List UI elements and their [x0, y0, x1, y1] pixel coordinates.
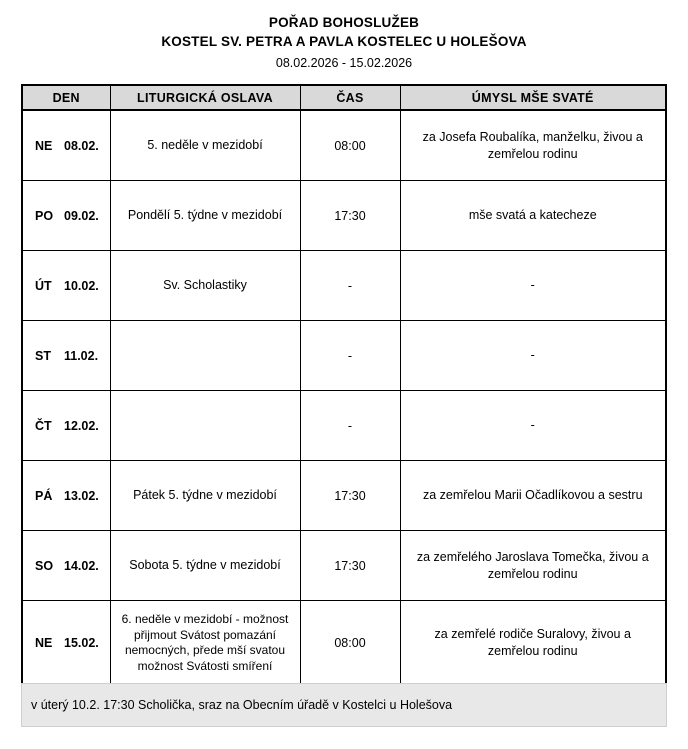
table-row	[22, 601, 666, 687]
row-liturgy: Pondělí 5. týdne v mezidobí	[110, 181, 300, 251]
row-liturgy	[110, 321, 300, 391]
row-intention: -	[400, 251, 666, 321]
page-title: POŘAD BOHOSLUŽEB	[268, 15, 420, 30]
row-intention: za zemřelého Jaroslava Tomečka, živou a zemřelou rodinu	[400, 531, 666, 601]
column-header-time: ČAS	[300, 85, 400, 110]
row-day	[22, 461, 110, 531]
row-day-date: 10.02.	[64, 278, 99, 293]
row-time: 17:30	[300, 181, 400, 251]
row-day-name: NE	[35, 138, 53, 153]
row-intention: za zemřelé rodiče Suralovy, živou a zemřelou rodinu	[400, 601, 666, 687]
row-day-name: SO	[35, 558, 54, 573]
row-day	[22, 601, 110, 687]
row-time: -	[300, 391, 400, 461]
table-row	[22, 531, 666, 601]
row-liturgy: 5. neděle v mezidobí	[110, 110, 300, 181]
row-day	[22, 321, 110, 391]
page-subtitle: KOSTEL SV. PETRA A PAVLA KOSTELEC U HOLEŠOVA	[161, 34, 527, 49]
date-range: 08.02.2026 - 15.02.2026	[275, 56, 413, 70]
row-liturgy: 6. neděle v mezidobí - možnost přijmout Svátost pomazání nemocných, přede mší svatou možnost Svátosti smíření	[110, 601, 300, 687]
row-day	[22, 181, 110, 251]
row-day-name: PO	[35, 208, 54, 223]
row-intention: -	[400, 391, 666, 461]
row-time: 17:30	[300, 531, 400, 601]
table-header-row	[22, 85, 666, 110]
row-day-name: PÁ	[35, 488, 53, 503]
row-time: 17:30	[300, 461, 400, 531]
row-day	[22, 110, 110, 181]
row-day	[22, 251, 110, 321]
table-row	[22, 391, 666, 461]
row-time: 08:00	[300, 601, 400, 687]
row-liturgy: Sv. Scholastiky	[110, 251, 300, 321]
table-row	[22, 181, 666, 251]
table-row	[22, 251, 666, 321]
footer-note: v úterý 10.2. 17:30 Scholička, sraz na Obecním úřadě v Kostelci u Holešova	[31, 698, 453, 712]
row-time: -	[300, 251, 400, 321]
row-day-date: 11.02.	[64, 348, 99, 363]
row-day-date: 13.02.	[64, 488, 99, 503]
row-day-name: NE	[35, 636, 53, 650]
row-liturgy: Pátek 5. týdne v mezidobí	[110, 461, 300, 531]
row-day-name: ST	[35, 348, 51, 363]
row-day	[22, 531, 110, 601]
row-liturgy	[110, 391, 300, 461]
row-day-name: ÚT	[35, 278, 52, 293]
schedule-table-wrapper	[21, 84, 667, 687]
footer-note-bar	[21, 683, 667, 727]
column-header-liturgy: LITURGICKÁ OSLAVA	[110, 85, 300, 110]
document-header	[0, 0, 688, 73]
row-intention: za Josefa Roubalíka, manželku, živou a zemřelou rodinu	[400, 110, 666, 181]
row-time: 08:00	[300, 110, 400, 181]
row-day-date: 08.02.	[64, 138, 99, 153]
schedule-table	[21, 84, 667, 687]
table-row	[22, 321, 666, 391]
row-day-date: 15.02.	[64, 636, 99, 650]
row-day-name: ČT	[35, 418, 52, 433]
row-day	[22, 391, 110, 461]
row-liturgy: Sobota 5. týdne v mezidobí	[110, 531, 300, 601]
column-header-den: DEN	[22, 85, 110, 110]
column-header-intention: ÚMYSL MŠE SVATÉ	[400, 85, 666, 110]
row-intention: mše svatá a katecheze	[400, 181, 666, 251]
row-day-date: 12.02.	[64, 418, 99, 433]
row-intention: za zemřelou Marii Očadlíkovou a sestru	[400, 461, 666, 531]
row-intention: -	[400, 321, 666, 391]
row-time: -	[300, 321, 400, 391]
row-day-date: 09.02.	[64, 208, 99, 223]
table-row	[22, 110, 666, 181]
table-row	[22, 461, 666, 531]
row-day-date: 14.02.	[64, 558, 99, 573]
